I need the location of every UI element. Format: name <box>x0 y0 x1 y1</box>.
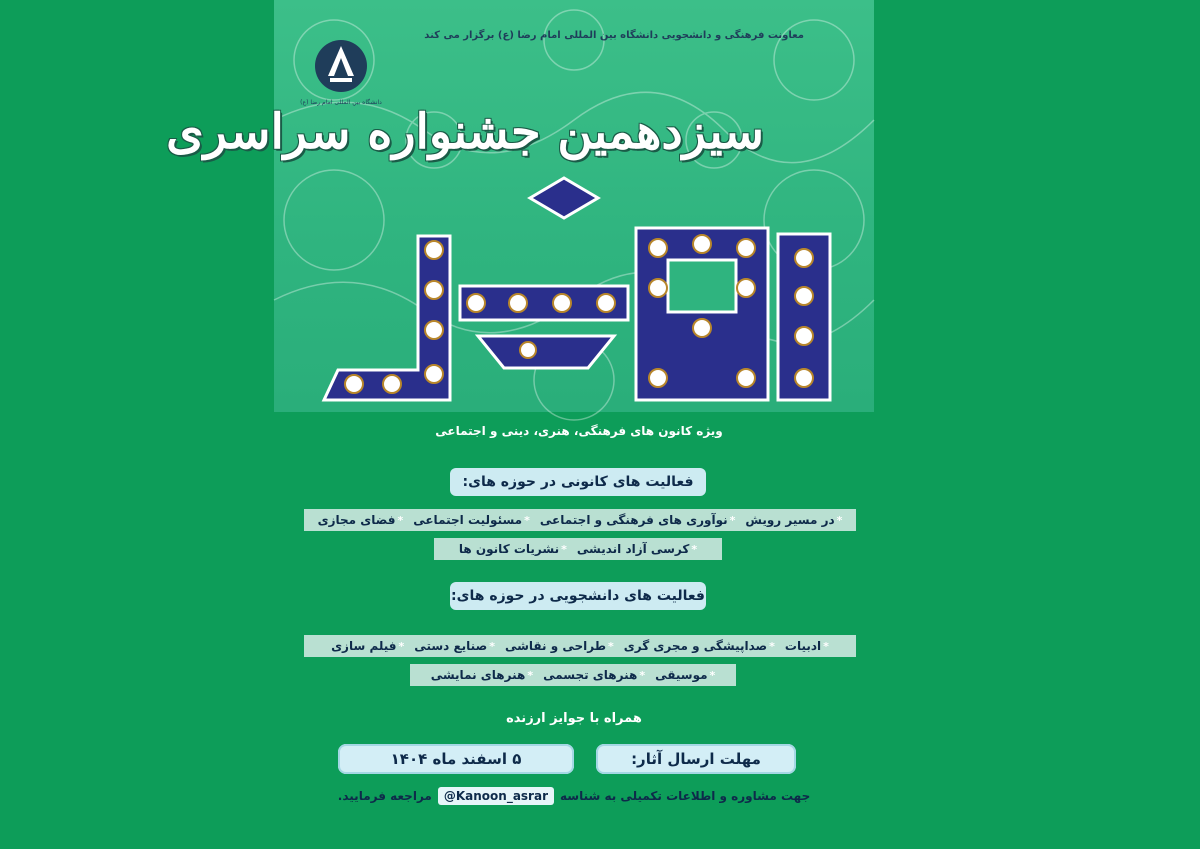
section2-heading: فعالیت های دانشجویی در حوزه های: <box>450 582 706 610</box>
topic-item: * هنرهای نمایشی <box>430 668 534 682</box>
section1-topics-row2 <box>434 538 722 560</box>
deadline-label: مهلت ارسال آثار: <box>596 744 796 774</box>
section1-heading: فعالیت های کانونی در حوزه های: <box>450 468 706 496</box>
deadline-date: ۵ اسفند ماه ۱۴۰۴ <box>338 744 574 774</box>
festival-logo-tiles <box>318 178 840 410</box>
contact-text-end: مراجعه فرمایید. <box>337 789 432 803</box>
contact-handle[interactable]: @Kanoon_asrar <box>438 787 554 805</box>
tile-letter-ra <box>324 236 450 400</box>
topic-item: * طراحی و نقاشی <box>504 639 614 653</box>
topic-item: * موسیقی <box>655 668 716 682</box>
topic-item: * نوآوری های فرهنگی و اجتماعی <box>539 513 736 527</box>
tile-letter-alef <box>778 234 830 400</box>
section2-topics-row2 <box>410 664 736 686</box>
topic-item: * صنایع دستی <box>414 639 495 653</box>
poster <box>166 0 874 849</box>
logo-caption: دانشگاه بین المللی امام رضا (ع) <box>300 99 382 106</box>
tile-letter-ya <box>636 228 768 400</box>
tile-letter-va <box>460 178 628 368</box>
tagline: ویژه کانون های فرهنگی، هنری، دینی و اجتماعی <box>435 424 723 438</box>
topic-item: * فیلم سازی <box>331 639 405 653</box>
topic-item: * مسئولیت اجتماعی <box>413 513 530 527</box>
organizer-line: معاونت فرهنگی و دانشجویی دانشگاه بین المللی امام رضا (ع) برگزار می کند <box>424 30 804 41</box>
prize-note: همراه با جوایز ارزنده <box>506 711 642 726</box>
topic-item: * هنرهای تجسمی <box>543 668 646 682</box>
festival-title: سیزدهمین جشنواره سراسری <box>166 104 764 160</box>
section2-topics-row1 <box>304 635 856 657</box>
section1-topics-row1 <box>304 509 856 531</box>
topic-item: * نشریات کانون ها <box>458 542 567 556</box>
header-band <box>166 0 874 412</box>
contact-line <box>314 784 834 808</box>
contact-text: جهت مشاوره و اطلاعات تکمیلی به شناسه <box>560 789 811 803</box>
topic-item: * فضای مجازی <box>317 513 404 527</box>
topic-item: * در مسیر رویش <box>745 513 843 527</box>
topic-item: * صداپیشگی و مجری گری <box>623 639 775 653</box>
topic-item: * ادبیات <box>784 639 829 653</box>
topic-item: * کرسی آزاد اندیشی <box>576 542 698 556</box>
